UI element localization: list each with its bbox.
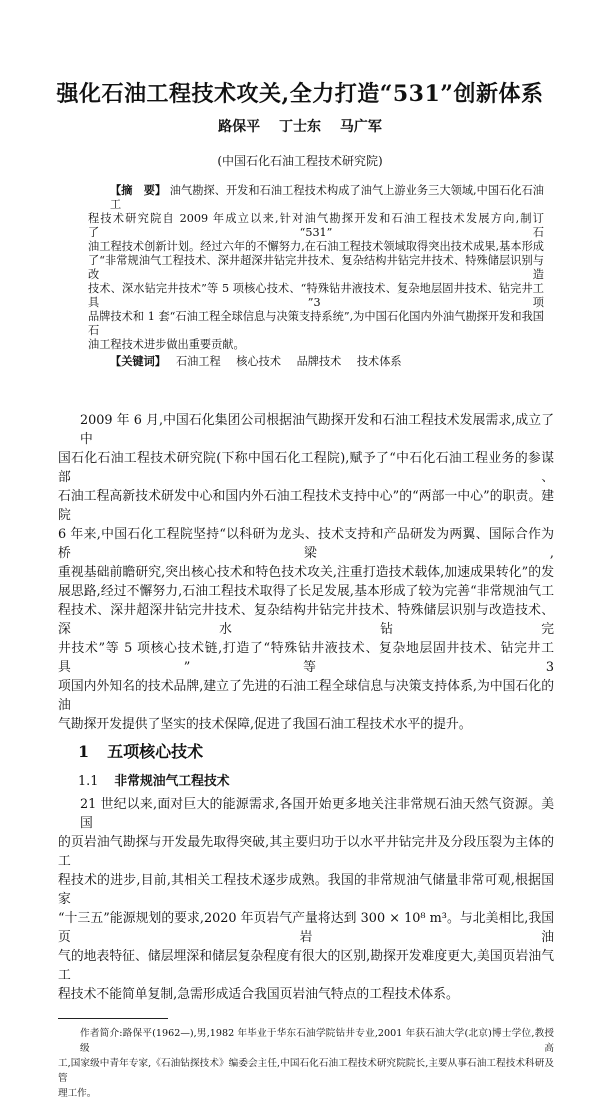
abstract-line: 程技术研究院自 2009 年成立以来,针对油气勘探开发和石油工程技术发展方向,制订了“531”石 [88, 212, 544, 239]
section-heading: 1 五项核心技术 [78, 742, 204, 761]
text-line: 6 年来,中国石化工程院坚持“以科研为龙头、技术支持和产品研发为两翼、国际合作为桥梁, [58, 527, 554, 561]
footnote-line: 作者简介:路保平(1962—),男,1982 年毕业于华东石油学院钻井专业,2001 年获石油大学(北京)博士学位,教授级高 [80, 1028, 554, 1054]
abstract-line: 了“非常规油气工程技术、深井超深井钻完井技术、复杂结构井钻完井技术、特殊储层识别与改造 [88, 254, 544, 281]
text-line: 21 世纪以来,面对巨大的能源需求,各国开始更多地关注非常规石油天然气资源。美国 [80, 797, 554, 831]
abstract-line: 品牌技术和 1 套“石油工程全球信息与决策支持系统”,为中国石化国内外油气勘探开发和我国石 [88, 310, 544, 337]
text-line: 石油工程高新技术研发中心和国内外石油工程技术支持中心”的“两部一中心”的职责。建院 [58, 489, 554, 523]
text-line: 项国内外知名的技术品牌,建立了先进的石油工程全球信息与决策支持体系,为中国石化的油 [58, 679, 554, 713]
author: 马广军 [339, 119, 382, 135]
keywords-label: 【关键词】 [110, 354, 166, 368]
keywords-value: 石油工程 核心技术 品牌技术 技术体系 [175, 355, 402, 368]
text-line: 程技术、深井超深井钻完井技术、复杂结构井钻完井技术、特殊储层识别与改造技术、深水钻完 [58, 603, 554, 637]
keywords [110, 354, 544, 369]
text-line: 程技术的进步,目前,其相关工程技术逐步成熟。我国的非常规油气储量非常可观,根据国家 [58, 873, 554, 907]
abstract-line: 技术、深水钻完井技术”等 5 项核心技术、“特殊钻井液技术、复杂地层固井技术、钻完井工具”3 项 [88, 282, 544, 309]
text-line: 国石化石油工程技术研究院(下称中国石化工程院),赋予了“中石化石油工程业务的参谋部、 [58, 451, 554, 485]
text-line: 程技术不能简单复制,急需形成适合我国页岩油气特点的工程技术体系。 [58, 987, 459, 1002]
footnote-divider [58, 1018, 168, 1019]
text-line: 展思路,经过不懈努力,石油工程技术取得了长足发展,基本形成了较为完善“非常规油气工 [58, 584, 554, 599]
abstract-label: 【摘 要】 [110, 183, 167, 197]
text-line: “十三五”能源规划的要求,2020 年页岩气产量将达到 300 × 10⁸ m³。与北美相比,我国页岩油 [58, 911, 554, 945]
abstract-line: 油工程技术进步做出重要贡献。 [88, 338, 245, 351]
intro-paragraph [58, 411, 554, 734]
author: 路保平 [218, 119, 261, 135]
abstract-line: 【摘 要】 油气勘探、开发和石油工程技术构成了油气上游业务三大领域,中国石化石油工 [110, 183, 544, 211]
text-line: 井技术”等 5 项核心技术链,打造了“特殊钻井液技术、复杂地层固井技术、钻完井工具”等 3 [58, 641, 554, 675]
abstract-line: 油工程技术创新计划。经过六年的不懈努力,在石油工程技术领域取得突出技术成果,基本形成 [88, 240, 544, 253]
footnote-line: 理工作。 [58, 1088, 97, 1099]
section-paragraph [58, 795, 554, 1004]
affiliation: (中国石化石油工程技术研究院) [217, 154, 383, 168]
subsection-heading: 1.1 非常规油气工程技术 [78, 774, 230, 789]
author-footnote [58, 1026, 554, 1101]
authors [0, 118, 600, 136]
footnote-line: 工,国家级中青年专家,《石油钻探技术》编委会主任,中国石化石油工程技术研究院院长,主要从事石油工程技术科研及管 [58, 1058, 554, 1084]
text-line: 气的地表特征、储层埋深和储层复杂程度有很大的区别,勘探开发难度更大,美国页岩油气工 [58, 949, 554, 983]
text-line: 气勘探开发提供了坚实的技术保障,促进了我国石油工程技术水平的提升。 [58, 717, 472, 732]
text-line: 2009 年 6 月,中国石化集团公司根据油气勘探开发和石油工程技术发展需求,成立了中 [80, 413, 554, 447]
paper-title: 强化石油工程技术攻关,全力打造“531”创新体系 [56, 81, 544, 107]
text-line: 的页岩油气勘探与开发最先取得突破,其主要归功于以水平井钻完井及分段压裂为主体的工 [58, 835, 554, 869]
text-line: 重视基础前瞻研究,突出核心技术和特色技术攻关,注重打造技术载体,加速成果转化”的发 [58, 565, 554, 580]
author: 丁士东 [279, 119, 321, 135]
abstract [88, 183, 544, 352]
